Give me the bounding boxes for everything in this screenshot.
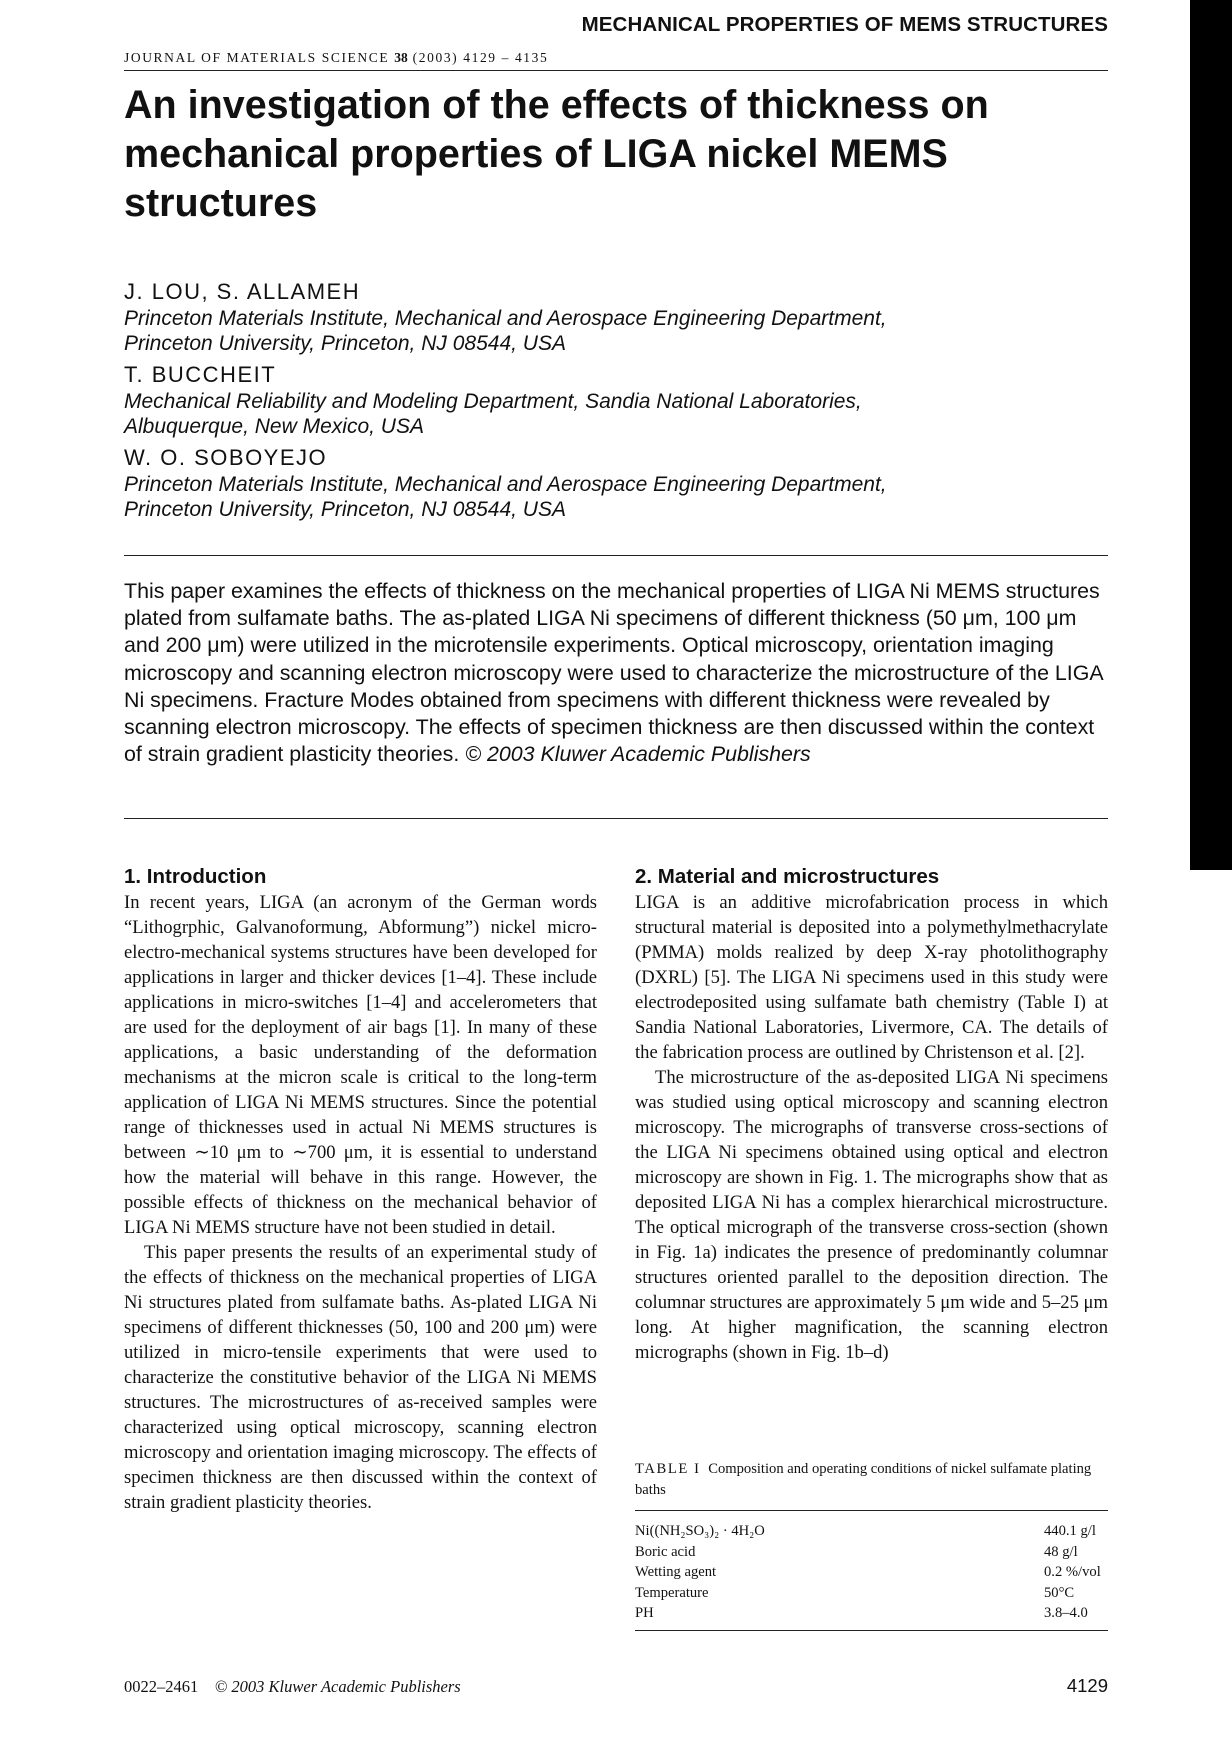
table-cell-value: 48 g/l: [1044, 1543, 1078, 1560]
abstract-text: This paper examines the effects of thickness on the mechanical properties of LIGA Ni MEMS structures plated from sulfamate baths. The as-plated LIGA Ni specimens of different thickness (50 μm, 100 μm and 200 μm) were utilized in the microtensile experiments. Optical microscopy, orientation imaging microscopy and scanning electron microscopy were used to characterize the microstructure of the LIGA Ni specimens. Fracture Modes obtained from specimens with different thickness were revealed by scanning electron microscopy. The effects of specimen thickness are then discussed within the context of strain gradient plasticity theories.: [124, 579, 1103, 767]
body-paragraph: In recent years, LIGA (an acronym of the German words “Lithogrphic, Galvanoformung, Abformung”) nickel micro-electro-mechanical systems structures have been developed for applications in larger and thicker devices [1–4]. These include applications in micro-switches [1–4] and accelerometers that are used for the deployment of air bags [1]. In many of these applications, a basic understanding of the deformation mechanisms at the micron scale is critical to the long-term application of LIGA Ni MEMS structures. Since the potential range of thicknesses used in actual Ni MEMS structures is between ∼10 μm to ∼700 μm, it is essential to understand how the material will behave in this range. However, the possible effects of thickness on the mechanical behavior of LIGA Ni MEMS structure have not been studied in detail.: [124, 892, 597, 1238]
page-number: 4129: [1066, 1675, 1108, 1696]
footer-issn: 0022–2461: [124, 1677, 199, 1696]
edge-tab-marker: [1190, 0, 1232, 870]
running-section-header: MECHANICAL PROPERTIES OF MEMS STRUCTURES: [581, 13, 1108, 36]
abstract: [124, 578, 1114, 768]
author-names: T. BUCCHEIT: [124, 362, 277, 387]
author-block: [124, 361, 1114, 439]
table-row: [635, 1562, 1108, 1583]
journal-year-pages: (2003) 4129 – 4135: [412, 50, 549, 65]
body-paragraph: This paper presents the results of an experimental study of the effects of thickness on the mechanical properties of LIGA Ni structures plated from sulfamate baths. As-plated LIGA Ni specimens of different thicknesses (50, 100 and 200 μm) were utilized in micro-tensile experiments that were used to characterize the constitutive behavior of the LIGA Ni MEMS structures. The microstructures of as-received samples were characterized using optical microscopy, scanning electron microscopy and orientation imaging microscopy. The effects of specimen thickness are then discussed within the context of strain gradient plasticity theories.: [124, 1242, 597, 1513]
author-block: [124, 278, 1114, 356]
author-list: [124, 278, 1114, 527]
author-affiliation-line: Princeton Materials Institute, Mechanical and Aerospace Engineering Department,: [124, 307, 887, 330]
author-affiliation-line: Princeton University, Princeton, NJ 08544, USA: [124, 498, 566, 521]
table-row: [635, 1542, 1108, 1563]
table-cell-name: Ni((NH₂SO₃)₂ · 4H₂O: [635, 1523, 765, 1539]
header-rule: [124, 70, 1108, 71]
author-affiliation-line: Albuquerque, New Mexico, USA: [124, 415, 424, 438]
table-label: TABLE I: [635, 1461, 701, 1477]
journal-name: JOURNAL OF MATERIALS SCIENCE: [124, 50, 390, 65]
table-caption: [635, 1459, 1108, 1501]
journal-volume: 38: [394, 50, 408, 65]
table-cell-name: Wetting agent: [635, 1564, 717, 1580]
abstract-top-rule: [124, 555, 1108, 556]
table-caption-text: Composition and operating conditions of nickel sulfamate plating baths: [635, 1461, 1092, 1498]
table-cell-value: 440.1 g/l: [1044, 1523, 1096, 1539]
section-heading-introduction: 1. Introduction: [124, 865, 267, 888]
right-column: [635, 864, 1108, 1365]
table-body: [635, 1511, 1108, 1630]
table-cell-name: Boric acid: [635, 1543, 696, 1560]
table-row: [635, 1603, 1108, 1624]
table-row: [635, 1583, 1108, 1604]
body-paragraph: The microstructure of the as-deposited LIGA Ni specimens was studied using optical microscopy and scanning electron microscopy. The micrographs of transverse cross-sections of the LIGA Ni specimens obtained using optical and electron microscopy are shown in Fig. 1. The micrographs show that as deposited LIGA Ni has a complex hierarchical microstructure. The optical micrograph of the transverse cross-section (shown in Fig. 1a) indicates the presence of predominantly columnar structures oriented parallel to the deposition direction. The columnar structures are approximately 5 μm wide and 5–25 μm long. At higher magnification, the scanning electron micrographs (shown in Fig. 1b–d): [635, 1067, 1108, 1363]
journal-citation: [124, 50, 548, 66]
left-column: [124, 864, 597, 1515]
table-cell-value: 3.8–4.0: [1044, 1605, 1088, 1621]
author-names: W. O. SOBOYEJO: [124, 445, 328, 470]
table-bottom-rule: [635, 1630, 1108, 1631]
table-cell-name: PH: [635, 1605, 654, 1621]
author-affiliation-line: Mechanical Reliability and Modeling Department, Sandia National Laboratories,: [124, 390, 862, 413]
author-block: [124, 444, 1114, 522]
table-cell-value: 50°C: [1044, 1584, 1075, 1601]
author-affiliation-line: Princeton University, Princeton, NJ 08544, USA: [124, 332, 566, 355]
footer-copyright: © 2003 Kluwer Academic Publishers: [214, 1677, 461, 1696]
abstract-bottom-rule: [124, 818, 1108, 819]
paper-title: An investigation of the effects of thickness on mechanical properties of LIGA nickel MEMS structures: [124, 83, 989, 225]
table-i: [635, 1459, 1108, 1631]
section-heading-materials: 2. Material and microstructures: [635, 865, 940, 888]
abstract-copyright: © 2003 Kluwer Academic Publishers: [465, 742, 811, 767]
footer-issn-copyright: [124, 1677, 461, 1697]
table-cell-name: Temperature: [635, 1584, 709, 1601]
table-cell-value: 0.2 %/vol: [1044, 1564, 1101, 1580]
table-row: [635, 1521, 1108, 1542]
author-names: J. LOU, S. ALLAMEH: [124, 279, 361, 304]
author-affiliation-line: Princeton Materials Institute, Mechanical and Aerospace Engineering Department,: [124, 473, 887, 496]
body-paragraph: LIGA is an additive microfabrication process in which structural material is deposited into a polymethylmethacrylate (PMMA) molds realized by deep X-ray photolithography (DXRL) [5]. The LIGA Ni specimens used in this study were electrodeposited using sulfamate bath chemistry (Table I) at Sandia National Laboratories, Livermore, CA. The details of the fabrication process are outlined by Christenson et al. [2].: [635, 892, 1108, 1063]
